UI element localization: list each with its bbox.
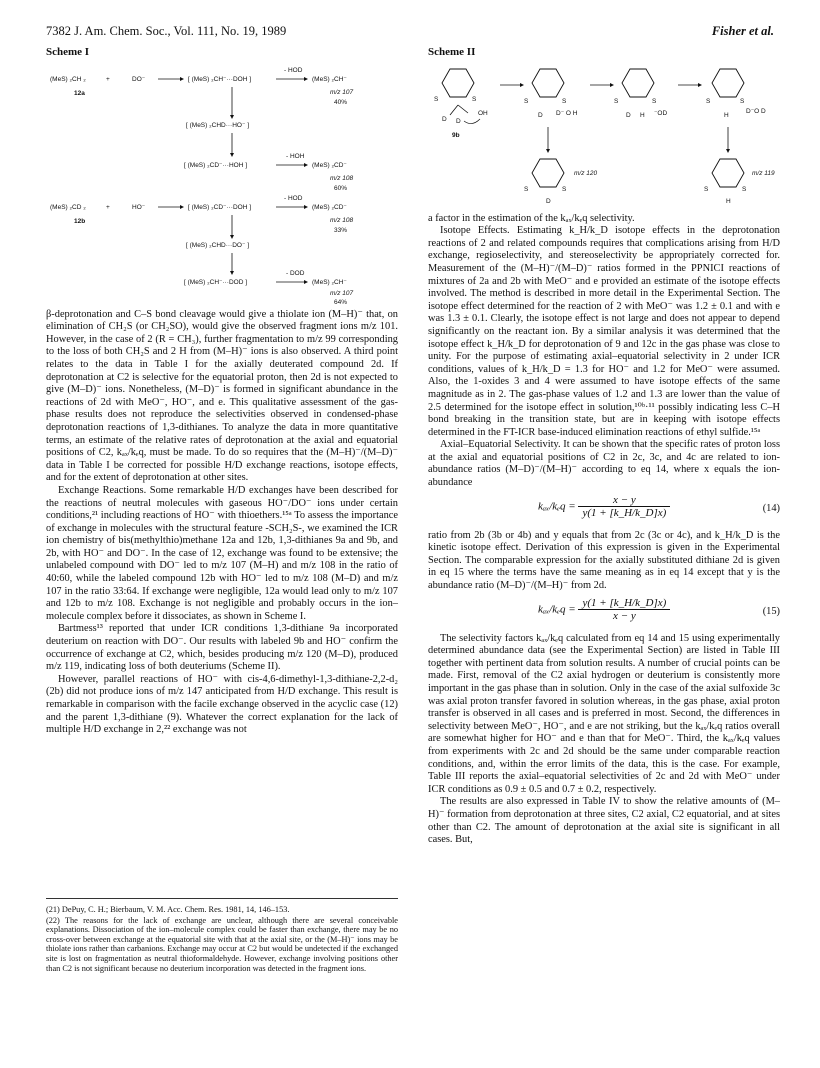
footnote-22: (22) The reasons for the lack of exchange are unclear, although there are several conceivable explanations. Dissociation of the ion–molecule complex could be faster than exchange, there may be no cross-over between exchange at the equatorial site with that at the axial site, or the (M–H)⁻ ions may be thiolate ions rather than carbanions. Exchange may occur at C2 but would be undetected if the exchanged site is lost on fragmentation as neutral thioformaldehyde. However, exchange involving positions other than C2 is not significant because no deuterium incorporation was detected in the fragment ions. <box>46 915 398 973</box>
eq15-fraction <box>578 597 670 623</box>
s2-d-3: D <box>626 111 631 119</box>
left-paragraph-3: Bartmess¹³ reported that under ICR conditions 1,3-dithiane 9a incorporated deuterium on reaction with DO⁻. Our results with labeled 9b and HO⁻ confirm the occurrence of exchange at C2, which, besides producing m/z 120 (M–D), produced m/z 119, indicating loss of both deuteriums (Scheme II). <box>46 623 398 673</box>
s2-ring-9b <box>434 69 488 139</box>
left-paragraph-2: Exchange Reactions. Some remarkable H/D exchanges have been described for the reactions of neutral molecules with gaseous HO⁻/DO⁻ ions under certain conditions,²¹ including reactions of HO⁻ with thioethers.¹⁵ᵃ To assess the importance of exchange in molecules with the structural feature -SCH₂S-, we examined the ICR ion chemistry of bis(methylthio)methane 12a and 12b, 1,3-dithianes 9a and 9b, and 2b, with HO⁻ and DO⁻. In the case of 12, exchange was found to be extensive; the unlabeled compound with DO⁻ led to m/z 107 (M–H) and m/z 108 in the ratio of 40:60, while the labeled compound 12b with HO⁻ led to m/z 108 (M–D) and m/z 107 in the ratio 33:64. If exchange were negligible, 12a would lead only to m/z 107 and 12b to m/z 108. Exchange is not negligible and probably occurs in the ion–molecule complex before it dissociates, as shown in Scheme I. <box>46 484 398 622</box>
s2-s-3b: S <box>652 97 657 105</box>
s2-s-1b: S <box>472 95 477 103</box>
s2-product-120 <box>524 159 598 205</box>
equation-15 <box>428 597 780 629</box>
scheme-2-diagram <box>428 63 780 205</box>
s1-ho: HO⁻ <box>132 203 146 211</box>
s2-d-1a: D <box>442 115 447 123</box>
eq15-number: (15) <box>762 605 780 617</box>
s2-s-2a: S <box>524 97 529 105</box>
s2-oh: OH <box>478 109 488 117</box>
scheme-1-diagram <box>46 63 398 306</box>
s1-product-4: (MeS) ₂CH⁻ <box>312 278 347 286</box>
s1-label-12b: 12b <box>74 217 86 225</box>
scheme-2-title: Scheme II <box>428 46 476 58</box>
s1-complex-1: [ (MeS) ₂CH⁻···DOH ] <box>188 75 252 83</box>
s1-mz-3: m/z 108 <box>330 216 354 224</box>
eq14-number: (14) <box>762 502 780 514</box>
s2-h-6: H <box>726 197 731 205</box>
right-column <box>428 46 780 847</box>
s2-ring-2 <box>524 69 578 119</box>
eq14-lhs: kₐₓ/kₑq = <box>538 500 576 513</box>
eq15-lhs: kₐₓ/kₑq = <box>538 603 576 616</box>
s1-percent-4: 64% <box>334 298 348 306</box>
scheme-1-title: Scheme I <box>46 46 90 58</box>
s2-d-5: D <box>546 197 551 205</box>
footnote-21: (21) DePuy, C. H.; Bierbaum, V. M. Acc. Chem. Res. 1981, 14, 146–153. <box>46 905 290 914</box>
header-authors: Fisher et al. <box>711 24 774 38</box>
right-body-text <box>428 213 780 490</box>
s1-complex-4: [ (MeS) ₂CD⁻···DOH ] <box>188 203 252 211</box>
s1-plus-1: + <box>106 75 110 83</box>
s1-plus-2: + <box>106 203 110 211</box>
s2-ring-3 <box>614 69 667 119</box>
s1-complex-2: [ (MeS) ₂CHD···HO⁻ ] <box>186 121 250 129</box>
s1-loss-hod-1: - HOD <box>284 66 303 74</box>
s2-s-5b: S <box>562 185 567 193</box>
s1-percent-1: 40% <box>334 98 348 106</box>
footnotes <box>46 898 398 974</box>
s2-dod: D⁻O D <box>746 107 766 115</box>
s2-d-1b: D <box>456 117 461 125</box>
s1-complex-3: [ (MeS) ₂CD⁻···HOH ] <box>184 161 248 169</box>
right-paragraph-3: Axial–Equatorial Selectivity. It can be shown that the specific rates of proton loss at the axial and equatorial positions of C2 in 2c, 3c, and 4c are related to ion-abundance ratios (M–D)⁻/(M–H)⁻ according to eq 14, where x equals the ion-abundance <box>428 439 780 489</box>
s1-complex-5: [ (MeS) ₂CHD···DO⁻ ] <box>186 241 250 249</box>
s2-label-9b: 9b <box>452 131 460 139</box>
s2-od: ⁻OD <box>654 109 668 117</box>
s1-product-3: (MeS) ₂CD⁻ <box>312 203 347 211</box>
left-column <box>46 46 398 737</box>
eq15-denominator: x − y <box>613 610 636 623</box>
s1-percent-3: 33% <box>334 226 348 234</box>
s2-ring-4 <box>706 69 766 119</box>
s1-label-12a: 12a <box>74 89 85 97</box>
left-paragraph-4: However, parallel reactions of HO⁻ with cis-4,6-dimethyl-1,3-dithiane-2,2-d₂ (2b) did not produce ions of m/z 147 anticipated from H/D exchange. This result is remarkable in comparison with the facile exchange observed in the acyclic case (12) and the parent 1,3-dithiane (9). Whatever the correct explanation for the lack of multiple H/D exchange in 2,²² exchange was not <box>46 673 398 736</box>
s2-doh: D⁻ O H <box>556 109 578 117</box>
s1-product-1: (MeS) ₂CH⁻ <box>312 75 347 83</box>
s2-d-2: D <box>538 111 543 119</box>
header-citation: 7382 J. Am. Chem. Soc., Vol. 111, No. 19, 1989 <box>46 24 287 38</box>
end-paragraph-2: The results are also expressed in Table IV to show the relative amounts of (M–H)⁻ formation from deprotonation at three sites, C2 axial, C2 equatorial, and at sites other than C2. The amount of deprotonation at the axial site is significant in all cases. But, <box>428 796 780 846</box>
right-paragraph-1: a factor in the estimation of the kₐₓ/kₑq selectivity. <box>428 212 635 224</box>
s2-s-6a: S <box>704 185 709 193</box>
right-paragraph-2: Isotope Effects. Estimating k_H/k_D isotope effects in the deprotonation reactions of 2 and related compounds requires that complications arising from H/D exchange, regioselectivity, and stereoselectivity be appropriately corrected for. Measurement of the (M–H)⁻/(M–D)⁻ ratios formed in the PPNICI reactions of mixtures of 2a and 2b with MeO⁻ and e provided an estimate of the isotope effects involved. The method is described in more detail in the Experimental Section. The isotope effect determined for the reaction of 2 with MeO⁻ was 1.2 ± 0.1 and with e was 1.3 ± 0.1. Clearly, the isotope effect is not large and does not appear to depend significantly on the reactant ion. By a similar analysis it was determined that the isotope effect k_H/k_D for deprotonation of 9 and 12c in the gas phase was close to unity. For the purpose of estimating axial–equatorial selectivity in 2 under ICR conditions, values of k_H/k_D = 1.3 for HO⁻ and 1.2 for MeO⁻ were assumed. Also, the 1-oxides 3 and 4 were assumed to have isotope effects of the same magnitude as in 2. The gas-phase values of 1.2 and 1.3 are lower than the value of 2.5 determined for the isotope effect in solution,¹⁰ᵇ·¹¹ possibly indicating less C–H bond breaking in the transition state, but are in keeping with isotope effects determined in the FT-ICR base-induced elimination reactions of ethyl sulfide.¹⁵ᵃ <box>428 225 780 438</box>
eq14-denominator: y(1 + [k_H/k_D]x) <box>582 507 667 520</box>
s2-mz-119: m/z 119 <box>752 169 775 177</box>
end-paragraph-1: The selectivity factors kₐₓ/kₑq calculated from eq 14 and 15 using experimentally determined abundance data (see the Experimental Section) are listed in Table III together with pertinent data from solution results. A number of crucial points can be made. First, removal of the C2 axial hydrogen or deuterium is consistently more important in the gas phase than in solution. Only in the case of the axial sulfoxide 3c was axial proton transfer favored in solution whereas, in the gas phase, axial proton transfer is observed in all cases and is preferred in most. Second, the differences in selectivity between MeO⁻, HO⁻, and e are not striking, but the kₐₓ/kₑq ratios overall are somewhat higher for HO⁻ and e than that for MeO⁻. Third, the kₐₓ/kₑq values from experiments with 2c and 2d should be the same under comparable reaction conditions, and, within the error limits of the data, this is the case. For example, Table III reports the axial–equatorial selectivities of 2c and 2d with MeO⁻ under ICR conditions as 0.9 ± 0.5 and 0.7 ± 0.2, respectively. <box>428 632 780 795</box>
s1-product-2: (MeS) ₂CD⁻ <box>312 161 347 169</box>
s1-mz-1: m/z 107 <box>330 88 354 96</box>
s1-mz-2: m/z 108 <box>330 174 354 182</box>
s1-reactant-12a: (MeS) ₂CH ₂ <box>50 75 86 83</box>
s2-s-2b: S <box>562 97 567 105</box>
s2-product-119 <box>704 159 775 205</box>
running-header <box>46 24 774 42</box>
s2-mz-120: m/z 120 <box>574 169 598 177</box>
s1-complex-6: [ (MeS) ₂CH⁻···DOD ] <box>184 278 248 286</box>
s2-s-6b: S <box>742 185 747 193</box>
s2-s-4a: S <box>706 97 711 105</box>
s1-loss-hod-2: - HOD <box>284 194 303 202</box>
eq14-numerator: x − y <box>578 494 670 508</box>
s2-s-3a: S <box>614 97 619 105</box>
s2-s-5a: S <box>524 185 529 193</box>
left-paragraph-1: β-deprotonation and C–S bond cleavage would give a thiolate ion (M–H)⁻ that, on elimination of CH₂S (or CH₂SO), would give the observed fragment ions m/z 101. However, in the case of 2 (R = CH₃), further fragmentation to m/z 99 corresponding to the loss of both CH₂S and 2 H from (M–H)⁻ ions is also observed. A third point relates to the data in Table I for the axially deuterated compound 2d. If deprotonation at C2 is selective for the equatorial proton, then 2d is not expected to give (M–D)⁻ ions. Nonetheless, (M–D)⁻ is formed in significant abundance in the reactions of 2d with MeO⁻, HO⁻, and e. This qualitative assessment of the gas-phase results does not reproduce the selectivities observed in condensed-phase deprotonation reactions of 1,3-dithianes. To analyze the data in more quantitative terms, an estimate of the relative rates of deprotonation at the axial and equatorial positions of C2, kₐₓ/kₑq, must be made. To do so requires that the (M–H)⁻/(M–D)⁻ data in Table I be corrected for possible H/D exchange reactions, isotope effects, and for the extent of deprotonation at other sites. <box>46 308 398 484</box>
eq14-fraction <box>578 494 670 520</box>
mid-paragraph: ratio from 2b (3b or 4b) and y equals that from 2c (3c or 4c), and k_H/k_D is the kinetic isotope effect. Derivation of this expression is given in the Experimental Section. The comparable expression for the axially substituted dithiane 2d is given in eq 15 where the terms have the same meaning as in eq 14 except that y is the abundance ratio (M–D)⁻/(M–H)⁻ from 2d. <box>428 529 780 592</box>
s1-mz-4: m/z 107 <box>330 289 354 297</box>
left-body-text <box>46 309 398 737</box>
s1-loss-dod: - DOD <box>286 269 305 277</box>
s1-reactant-12b: (MeS) ₂CD ₂ <box>50 203 86 211</box>
eq15-numerator: y(1 + [k_H/k_D]x) <box>578 597 670 611</box>
s2-h-3: H <box>640 111 645 119</box>
s1-loss-hoh: - HOH <box>286 152 305 160</box>
s2-s-1a: S <box>434 95 439 103</box>
s2-h-4: H <box>724 111 729 119</box>
equation-14 <box>428 494 780 526</box>
s1-percent-2: 60% <box>334 184 348 192</box>
s2-s-4b: S <box>740 97 745 105</box>
s1-do: DO⁻ <box>132 75 146 83</box>
